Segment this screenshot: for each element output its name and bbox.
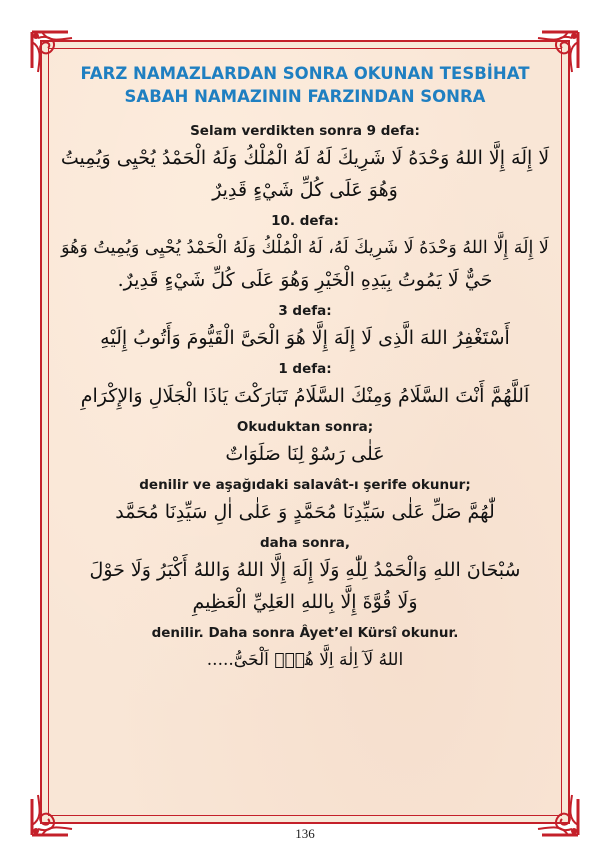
arabic-text: اللهُ لَآ اِلٰهَ اِلَّا هُوَۚ اَلْحَىُّ..... [206, 650, 404, 670]
section-heading: 3 defa: [278, 303, 332, 319]
arabic-text: حَيٌّ لَا يَمُوتُ بِيَدِهِ الْخَيْرِ وَهُوَ عَلَى كُلِّ شَيْءٍ قَدِيرٌ. [117, 269, 493, 291]
section-heading: denilir. Daha sonra Âyet’el Kürsî okunur. [151, 625, 459, 641]
arabic-text: عَلٰى رَسُوْ لِنَا صَلَوَاتٌ [225, 443, 385, 465]
arabic-text: لّٰهُمَّ صَلِّ عَلٰى سَيِّدِنَا مُحَمَّدٍ وَ عَلٰى اٰلِ سَيِّدِنَا مُحَمَّد [115, 501, 495, 523]
section-heading: 10. defa: [271, 213, 339, 229]
page-title [60, 62, 550, 108]
arabic-text: وَلَا قُوَّةَ إِلَّا بِاللهِ العَلِيِّ الْعَظِيمِ [192, 591, 418, 613]
title-line-2: SABAH NAMAZININ FARZINDAN SONRA [124, 87, 486, 106]
title-line-1: FARZ NAMAZLARDAN SONRA OKUNAN TESBİHAT [80, 64, 530, 83]
section-heading: 1 defa: [278, 361, 332, 377]
arabic-text: سُبْحَانَ اللهِ وَالْحَمْدُ لِلّٰهِ وَلَا إِلَهَ إِلَّا اللهُ وَاللهُ أَكْبَرُ وَلَا حَوْلَ [89, 559, 521, 581]
arabic-text: أَسْتَغْفِرُ اللهَ الَّذِى لَا إِلَهَ إِلَّا هُوَ الْحَىَّ الْقَيُّومَ وَأَتُوبُ إِلَيْهِ [100, 327, 510, 349]
section-heading: Selam verdikten sonra 9 defa: [190, 123, 420, 139]
section-heading: Okuduktan sonra; [236, 419, 374, 435]
arabic-text: وَهُوَ عَلَى كُلِّ شَيْءٍ قَدِيرٌ [212, 179, 398, 201]
section-heading: daha sonra, [259, 535, 350, 551]
arabic-text: لَا إِلَهَ إِلَّا اللهُ وَحْدَهُ لَا شَرِيكَ لَهُ لَهُ الْمُلْكُ وَلَهُ الْحَمْدُ يُحْيِى وَيُمِيتُ [60, 147, 550, 169]
arabic-text: لَا إِلَهَ إِلَّا اللهُ وَحْدَهُ لَا شَرِيكَ لَهُ، لَهُ الْمُلْكُ وَلَهُ الْحَمْدُ يُحْيِى وَيُمِيتُ وَهُوَ [61, 238, 549, 258]
page-number: 136 [295, 826, 315, 841]
arabic-text: اَللَّهُمَّ أَنْتَ السَّلَامُ وَمِنْكَ السَّلَامُ تَبَارَكْتَ يَاذَا الْجَلَالِ وَالإِكْرَامِ [80, 385, 530, 407]
page-content [60, 62, 550, 802]
section-heading: denilir ve aşağıdaki salavât-ı şerife okunur; [139, 477, 471, 493]
